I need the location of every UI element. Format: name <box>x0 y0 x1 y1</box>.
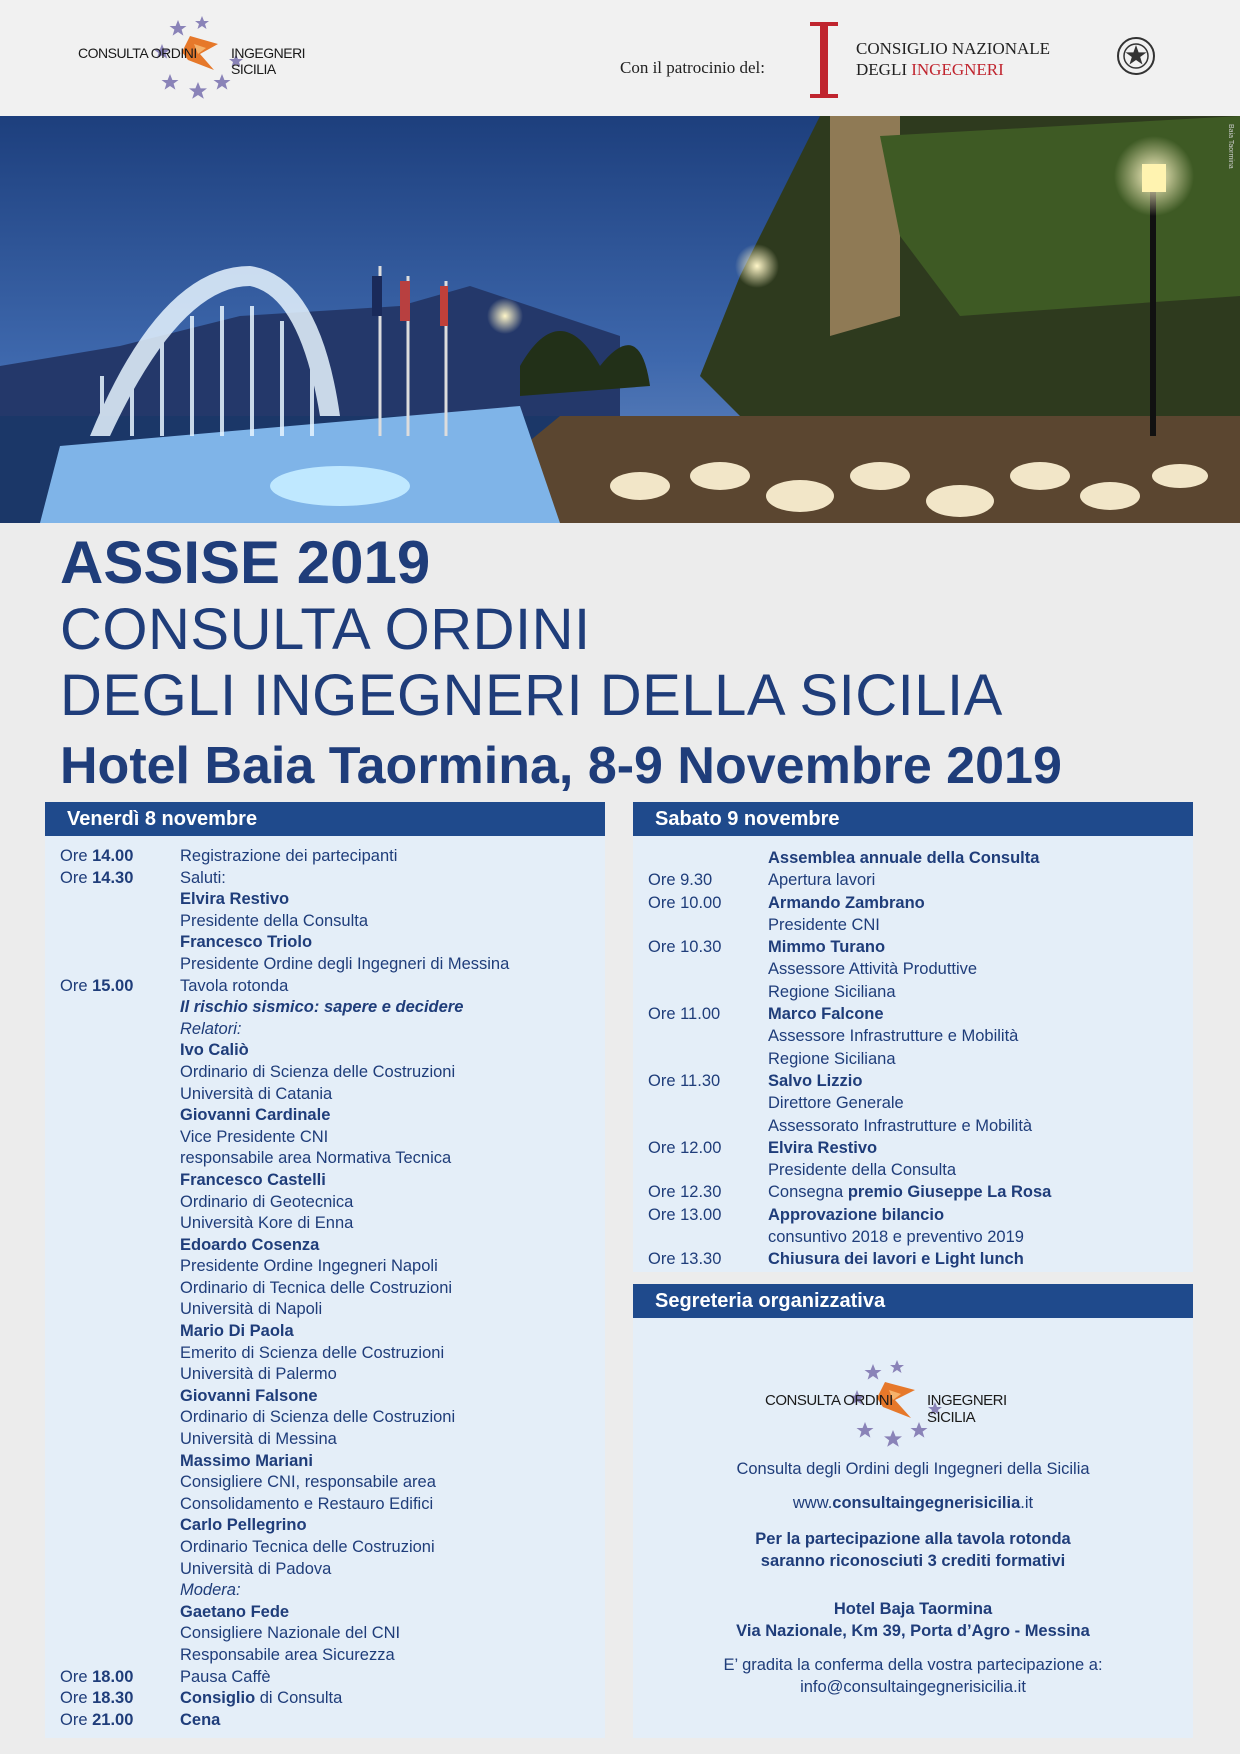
program-time <box>648 1226 768 1248</box>
program-time <box>60 911 180 933</box>
program-row <box>648 1159 1193 1181</box>
program-time: Ore 14.30 <box>60 868 134 887</box>
saturday-program-panel <box>633 802 1193 1272</box>
program-text: Assessore Attività Produttive <box>768 960 978 979</box>
program-row <box>60 1515 605 1537</box>
title-assise: ASSISE 2019 <box>60 529 431 596</box>
program-time <box>60 1515 180 1537</box>
program-time <box>60 1407 180 1429</box>
program-row <box>648 1204 1193 1226</box>
program-text: Presidente della Consulta <box>768 1161 957 1180</box>
program-time <box>648 958 768 980</box>
program-row <box>648 1048 1193 1070</box>
program-time: Ore 18.00 <box>60 1667 134 1686</box>
program-time: Ore 21.00 <box>60 1710 134 1729</box>
program-row <box>60 976 605 998</box>
program-row <box>648 958 1193 980</box>
program-text: Cena <box>180 1710 221 1729</box>
program-text: Università di Messina <box>180 1430 337 1449</box>
program-row <box>648 892 1193 914</box>
program-time <box>60 1127 180 1149</box>
secretariat-logo <box>765 1358 1055 1458</box>
program-text: Giovanni Falsone <box>180 1386 318 1405</box>
program-text: Università di Napoli <box>180 1300 323 1319</box>
program-text: Assemblea annuale della Consulta <box>768 849 1040 867</box>
program-row <box>60 889 605 911</box>
program-text-rest: di Consulta <box>255 1689 343 1708</box>
program-text: Regione Siciliana <box>768 1049 896 1068</box>
program-row <box>648 981 1193 1003</box>
program-text: Consolidamento e Restauro Edifici <box>180 1494 434 1513</box>
program-row <box>60 1429 605 1451</box>
program-text <box>768 1181 1051 1203</box>
venue-line-2: Via Nazionale, Km 39, Porta d’Agro - Messina <box>736 1622 1090 1640</box>
program-time: Ore 18.30 <box>60 1689 134 1708</box>
program-row <box>60 1494 605 1516</box>
program-row <box>648 1248 1193 1270</box>
program-row <box>60 1364 605 1386</box>
program-row <box>648 1003 1193 1025</box>
cni-logo-letter <box>808 18 840 102</box>
program-text: Vice Presidente CNI <box>180 1127 329 1146</box>
program-time <box>60 1321 180 1343</box>
program-time <box>60 1472 180 1494</box>
consulta-logo-text-left: CONSULTA ORDINI <box>78 45 197 61</box>
secretariat-panel <box>633 1284 1193 1738</box>
program-text: Università di Palermo <box>180 1365 337 1384</box>
program-text: Relatori: <box>180 1019 242 1038</box>
consulta-logo <box>78 14 348 110</box>
program-text: Emerito di Scienza delle Costruzioni <box>180 1343 445 1362</box>
program-text: Apertura lavori <box>768 871 876 890</box>
title-consulta: CONSULTA ORDINI <box>60 597 591 662</box>
program-text: Consigliere Nazionale del CNI <box>180 1624 401 1643</box>
program-time <box>60 1105 180 1127</box>
program-text: Regione Siciliana <box>768 982 896 1001</box>
confirm-line: E’ gradita la conferma della vostra partecipazione a: <box>723 1656 1103 1674</box>
program-time <box>60 1537 180 1559</box>
program-row <box>60 1019 605 1041</box>
program-text: Giovanni Cardinale <box>180 1106 331 1125</box>
program-time <box>648 1048 768 1070</box>
program-text: Modera: <box>180 1581 241 1600</box>
program-text: Francesco Triolo <box>180 933 313 952</box>
photo-credit: Baia Taormina <box>1227 124 1234 169</box>
program-text: Pausa Caffè <box>180 1667 271 1686</box>
program-text: Università di Padova <box>180 1559 332 1578</box>
program-time <box>648 1159 768 1181</box>
cni-name-ingegneri: INGEGNERI <box>911 60 1004 79</box>
program-text: Saluti: <box>180 868 226 887</box>
venue-line-1: Hotel Baja Taormina <box>833 1600 993 1618</box>
program-time: Ore 10.00 <box>648 893 722 912</box>
program-text: Presidente Ordine Ingegneri Napoli <box>180 1257 438 1276</box>
program-time: Ore 13.30 <box>648 1250 722 1269</box>
program-row <box>60 1667 605 1689</box>
program-row <box>60 997 605 1019</box>
program-time <box>648 981 768 1003</box>
program-text: Ordinario di Scienza delle Costruzioni <box>180 1408 456 1427</box>
cni-name-line2 <box>856 59 1050 80</box>
program-text: Mario Di Paola <box>180 1322 294 1341</box>
title-ingegneri: DEGLI INGEGNERI DELLA SICILIA <box>60 663 1003 728</box>
program-row <box>60 1451 605 1473</box>
program-row <box>60 1688 605 1710</box>
program-row <box>60 1084 605 1106</box>
website-domain: consultaingegnerisicilia <box>832 1494 1021 1512</box>
program-text: Direttore Generale <box>768 1094 904 1113</box>
cni-name-degli: DEGLI <box>856 60 912 79</box>
consulta-logo-text-right: INGEGNERI SICILIA <box>231 45 306 77</box>
program-row <box>648 1137 1193 1159</box>
program-text: Tavola rotonda <box>180 976 289 995</box>
program-row <box>60 1602 605 1624</box>
program-time <box>60 1429 180 1451</box>
friday-rows <box>45 836 605 1731</box>
program-text: Carlo Pellegrino <box>180 1516 307 1535</box>
program-row <box>648 1226 1193 1248</box>
program-time <box>60 1192 180 1214</box>
program-text: Edoardo Cosenza <box>180 1235 320 1254</box>
program-text: consuntivo 2018 e preventivo 2019 <box>768 1228 1024 1247</box>
program-row <box>60 1127 605 1149</box>
program-text: Elvira Restivo <box>180 890 290 909</box>
cni-name <box>856 38 1050 80</box>
program-row <box>60 1537 605 1559</box>
program-row <box>648 1115 1193 1137</box>
program-row <box>60 932 605 954</box>
program-row <box>648 847 1193 869</box>
program-time <box>60 1386 180 1408</box>
program-time: Ore 15.00 <box>60 976 134 995</box>
program-time <box>60 932 180 954</box>
program-row <box>60 1386 605 1408</box>
program-text: Approvazione bilancio <box>768 1205 945 1224</box>
program-time: Ore 12.30 <box>648 1183 722 1202</box>
program-row <box>60 1710 605 1732</box>
credits-line-1: Per la partecipazione alla tavola rotonda <box>755 1530 1071 1548</box>
program-time <box>60 1494 180 1516</box>
program-time <box>60 1299 180 1321</box>
program-text: Armando Zambrano <box>768 893 925 912</box>
program-time <box>648 914 768 936</box>
program-row <box>60 1040 605 1062</box>
contact-email[interactable]: info@consultaingegnerisicilia.it <box>800 1678 1026 1696</box>
program-text: Registrazione dei partecipanti <box>180 847 398 865</box>
program-time <box>60 1559 180 1581</box>
program-time <box>60 1343 180 1365</box>
program-text: Gaetano Fede <box>180 1602 290 1621</box>
program-row <box>60 1407 605 1429</box>
program-text: Ordinario Tecnica delle Costruzioni <box>180 1538 435 1556</box>
program-row <box>60 1235 605 1257</box>
program-time <box>60 954 180 976</box>
saturday-heading: Sabato 9 novembre <box>633 802 1193 836</box>
website-suffix: .it <box>1020 1494 1034 1512</box>
program-time <box>60 1213 180 1235</box>
program-text: Salvo Lizzio <box>768 1071 863 1090</box>
program-time: Ore 9.30 <box>648 871 713 890</box>
program-time: Ore 13.00 <box>648 1205 722 1224</box>
program-row <box>60 846 605 868</box>
program-time: Ore 11.30 <box>648 1071 721 1090</box>
program-row <box>60 1148 605 1170</box>
program-time <box>60 1148 180 1170</box>
program-text: Ordinario di Geotecnica <box>180 1192 354 1211</box>
program-time <box>60 1623 180 1645</box>
secretariat-org-name: Consulta degli Ordini degli Ingegneri della Sicilia <box>736 1460 1090 1478</box>
program-row <box>60 1559 605 1581</box>
program-time <box>648 1115 768 1137</box>
program-row <box>648 869 1193 891</box>
program-text: Presidente della Consulta <box>180 911 369 930</box>
saturday-rows <box>633 836 1193 1271</box>
program-row <box>60 1256 605 1278</box>
program-text-rest: Consegna <box>768 1183 848 1202</box>
program-time <box>60 1645 180 1667</box>
program-time: Ore 12.00 <box>648 1138 722 1157</box>
program-text: Massimo Mariani <box>180 1451 313 1470</box>
program-text: responsabile area Normativa Tecnica <box>180 1149 452 1168</box>
program-text: Consigliere CNI, responsabile area <box>180 1473 436 1492</box>
program-row <box>60 1472 605 1494</box>
program-text: Ivo Caliò <box>180 1041 249 1060</box>
program-row <box>60 1278 605 1300</box>
program-text: Ordinario di Scienza delle Costruzioni <box>180 1062 456 1081</box>
program-row <box>60 868 605 890</box>
program-text: Ordinario di Tecnica delle Costruzioni <box>180 1278 453 1297</box>
program-row <box>648 1025 1193 1047</box>
program-row <box>60 1192 605 1214</box>
secretariat-logo-text-left: CONSULTA ORDINI <box>765 1392 893 1409</box>
program-time: Ore 11.00 <box>648 1005 721 1024</box>
program-time <box>60 1278 180 1300</box>
program-text: Università di Catania <box>180 1084 333 1103</box>
program-time <box>60 889 180 911</box>
program-text: Marco Falcone <box>768 1005 884 1024</box>
italian-republic-emblem-icon <box>1116 36 1156 76</box>
program-row <box>60 1105 605 1127</box>
hotel-terrace-photo <box>0 116 1240 523</box>
credits-line-2: saranno riconosciuti 3 crediti formativi <box>760 1552 1066 1570</box>
program-text: Assessore Infrastrutture e Mobilità <box>768 1027 1019 1046</box>
cni-name-line1: CONSIGLIO NAZIONALE <box>856 39 1051 58</box>
program-text: Chiusura dei lavori e Light lunch <box>768 1250 1024 1269</box>
program-row <box>60 911 605 933</box>
program-text-bold: premio Giuseppe La Rosa <box>847 1183 1052 1202</box>
secretariat-logo-text-right: INGEGNERI SICILIA <box>927 1392 1007 1426</box>
program-time <box>60 1451 180 1473</box>
program-time: Ore 10.30 <box>648 938 722 957</box>
program-text: Il rischio sismico: sapere e decidere <box>180 998 464 1017</box>
program-time <box>60 1040 180 1062</box>
program-text: Presidente Ordine degli Ingegneri di Messina <box>180 954 510 973</box>
program-text: Assessorato Infrastrutture e Mobilità <box>768 1116 1033 1135</box>
program-row <box>60 1299 605 1321</box>
program-row <box>60 1170 605 1192</box>
title-venue-dates: Hotel Baia Taormina, 8-9 Novembre 2019 <box>60 737 1062 795</box>
program-time <box>60 1170 180 1192</box>
program-row <box>60 1580 605 1602</box>
program-text: Elvira Restivo <box>768 1138 878 1157</box>
program-row <box>648 1181 1193 1203</box>
program-row <box>648 1092 1193 1114</box>
program-row <box>60 1321 605 1343</box>
program-time <box>60 1062 180 1084</box>
program-text: Responsabile area Sicurezza <box>180 1645 395 1664</box>
program-time <box>60 1084 180 1106</box>
program-time <box>60 1580 180 1602</box>
program-row <box>60 1645 605 1667</box>
secretariat-website[interactable] <box>633 1494 1193 1513</box>
friday-program-panel <box>45 802 605 1738</box>
cni-i-icon <box>808 18 840 102</box>
program-time <box>60 1602 180 1624</box>
program-time <box>648 1025 768 1047</box>
program-row <box>60 1062 605 1084</box>
program-row <box>648 914 1193 936</box>
program-text: Mimmo Turano <box>768 938 886 957</box>
program-time <box>60 997 180 1019</box>
program-time <box>648 1092 768 1114</box>
program-text-bold: Consiglio <box>180 1689 256 1708</box>
program-text <box>180 1688 342 1710</box>
patronage-label: Con il patrocinio del: <box>620 58 765 77</box>
program-row <box>60 1343 605 1365</box>
program-time <box>60 1019 180 1041</box>
website-prefix: www. <box>792 1494 833 1512</box>
program-time <box>60 1256 180 1278</box>
program-row <box>60 1623 605 1645</box>
program-time <box>648 847 768 869</box>
program-time <box>60 1364 180 1386</box>
program-time <box>60 1235 180 1257</box>
program-text: Università Kore di Enna <box>180 1214 354 1233</box>
program-row <box>648 1070 1193 1092</box>
program-text: Presidente CNI <box>768 915 880 934</box>
program-row <box>60 1213 605 1235</box>
program-text: Francesco Castelli <box>180 1170 326 1189</box>
secretariat-heading: Segreteria organizzativa <box>633 1284 1193 1318</box>
friday-heading: Venerdì 8 novembre <box>45 802 605 836</box>
program-time: Ore 14.00 <box>60 847 134 865</box>
program-row <box>648 936 1193 958</box>
program-row <box>60 954 605 976</box>
